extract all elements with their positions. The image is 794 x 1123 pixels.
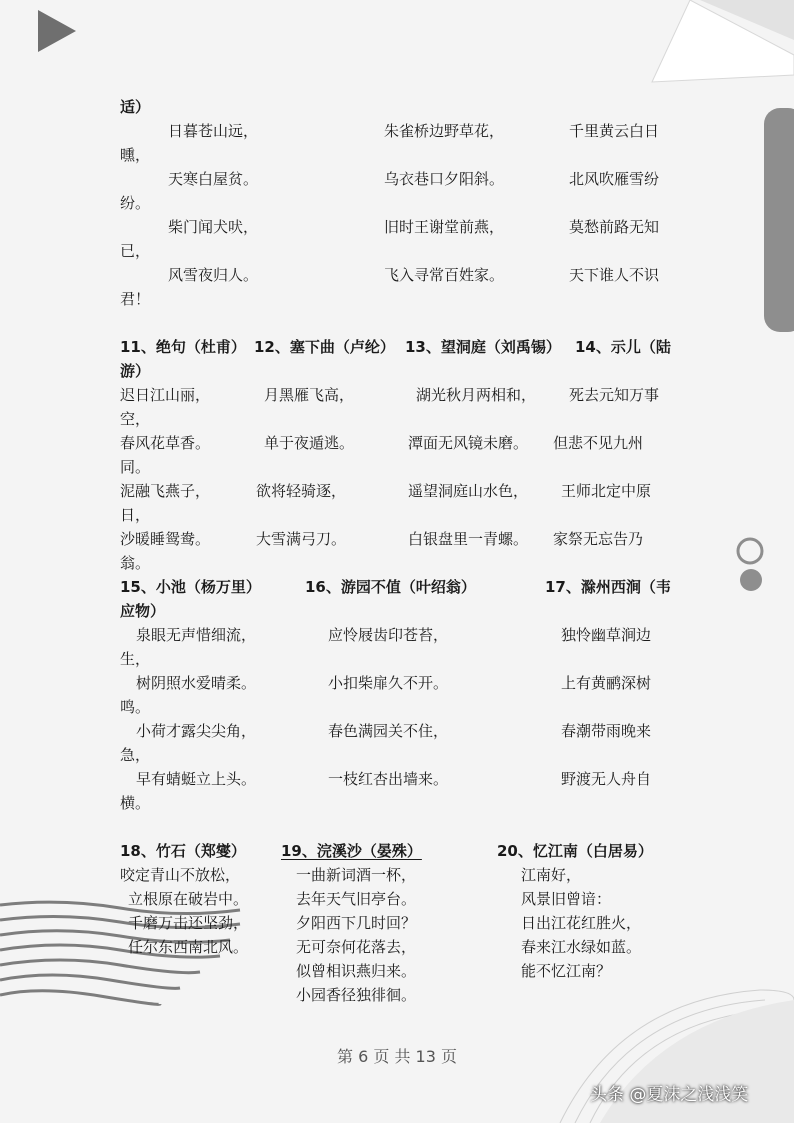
poem-line: 春风花草香。 <box>120 434 211 452</box>
watermark: 头条 @夏沫之浅浅笑 <box>590 1085 749 1105</box>
poem-line: 月黑雁飞高， <box>264 386 355 404</box>
poem-line: 早有蜻蜓立上头。 <box>136 770 257 788</box>
poem-line: 日， <box>120 506 151 524</box>
poem-line: 千里黄云白日 <box>569 122 660 140</box>
poem-title: 16、游园不值（叶绍翁） <box>305 578 476 596</box>
poem-line: 曛， <box>120 146 151 164</box>
poem-line: 潭面无风镜未磨。 <box>408 434 529 452</box>
poem-title: 20、忆江南（白居易） <box>497 842 653 860</box>
poem-line: 小荷才露尖尖角， <box>136 722 257 740</box>
poem-line: 独怜幽草涧边 <box>561 626 652 644</box>
poem-line: 江南好， <box>521 866 582 884</box>
poem-line: 君！ <box>120 290 151 308</box>
poem-line: 遥望洞庭山水色， <box>408 482 529 500</box>
poem-line: 旧时王谢堂前燕， <box>384 218 505 236</box>
poem-line: 一曲新词酒一杯， <box>296 866 417 884</box>
poem-line: 日出江花红胜火， <box>521 914 642 932</box>
poem-line: 鸣。 <box>120 698 151 716</box>
poem-line: 乌衣巷口夕阳斜。 <box>384 170 505 188</box>
poem-line: 风雪夜归人。 <box>168 266 259 284</box>
poem-line: 大雪满弓刀。 <box>256 530 347 548</box>
poem-line: 应怜屐齿印苍苔， <box>328 626 449 644</box>
poem-line: 纷。 <box>120 194 151 212</box>
poem-line: 急， <box>120 746 151 764</box>
poem-line: 莫愁前路无知 <box>569 218 660 236</box>
poem-line: 生， <box>120 650 151 668</box>
poem-line: 同。 <box>120 458 151 476</box>
poem-line: 去年天气旧亭台。 <box>296 890 417 908</box>
poem-title: 15、小池（杨万里） <box>120 578 261 596</box>
poem-line: 树阴照水爱晴柔。 <box>136 674 257 692</box>
poem-line: 咬定青山不放松， <box>120 866 241 884</box>
poem-line: 湖光秋月两相和， <box>416 386 537 404</box>
page-footer: 第 6 页 共 13 页 <box>337 1047 457 1066</box>
poem-line: 天寒白屋贫。 <box>168 170 259 188</box>
poem-line: 横。 <box>120 794 151 812</box>
poem-line: 无可奈何花落去， <box>296 938 417 956</box>
poem-title: 18、竹石（郑燮） <box>120 842 246 860</box>
poem-line: 能不忆江南？ <box>521 962 612 980</box>
poem-line: 风景旧曾谙： <box>521 890 612 908</box>
poem-line: 已， <box>120 242 151 260</box>
poem-line: 翁。 <box>120 554 151 572</box>
poem-line: 似曾相识燕归来。 <box>296 962 417 980</box>
poem-line: 北风吹雁雪纷 <box>569 170 660 188</box>
poem-line: 家祭无忘告乃 <box>553 530 644 548</box>
poem-line: 春色满园关不住， <box>328 722 449 740</box>
poem-title: 19、浣溪沙（晏殊） <box>281 842 422 860</box>
poem-title-wrap: 应物） <box>120 602 166 620</box>
poem-title: 12、塞下曲（卢纶） <box>254 338 395 356</box>
poem-line: 但悲不见九州 <box>553 434 644 452</box>
poem-line: 野渡无人舟自 <box>561 770 652 788</box>
poem-line: 朱雀桥边野草花， <box>384 122 505 140</box>
poem-line: 柴门闻犬吠， <box>168 218 259 236</box>
poem-line: 泥融飞燕子， <box>120 482 211 500</box>
poem-title-wrap: 游） <box>120 362 151 380</box>
poem-title-tail: 适） <box>120 98 151 116</box>
poem-line: 死去元知万事 <box>569 386 660 404</box>
poem-line: 白银盘里一青螺。 <box>408 530 529 548</box>
poem-line: 天下谁人不识 <box>569 266 660 284</box>
poem-line: 欲将轻骑逐， <box>256 482 347 500</box>
poem-line: 夕阳西下几时回？ <box>296 914 417 932</box>
poem-title: 11、绝句（杜甫） <box>120 338 246 356</box>
poem-line: 小园香径独徘徊。 <box>296 986 417 1004</box>
poem-line: 春来江水绿如蓝。 <box>521 938 642 956</box>
poem-line: 春潮带雨晚来 <box>561 722 652 740</box>
poem-line: 单于夜遁逃。 <box>264 434 355 452</box>
poem-title: 13、望洞庭（刘禹锡） <box>405 338 561 356</box>
poem-line: 立根原在破岩中。 <box>128 890 249 908</box>
poem-line: 王师北定中原 <box>561 482 652 500</box>
poem-line: 日暮苍山远， <box>168 122 259 140</box>
poem-line: 沙暖睡鸳鸯。 <box>120 530 211 548</box>
poem-title: 14、示儿（陆 <box>575 338 671 356</box>
poem-line: 空， <box>120 410 151 428</box>
poem-line: 上有黄鹂深树 <box>561 674 652 692</box>
poem-line: 小扣柴扉久不开。 <box>328 674 449 692</box>
poem-line: 千磨万击还坚劲， <box>128 914 249 932</box>
poem-line: 任尔东西南北风。 <box>128 938 249 956</box>
poem-line: 一枝红杏出墙来。 <box>328 770 449 788</box>
poem-line: 泉眼无声惜细流， <box>136 626 257 644</box>
poem-line: 迟日江山丽， <box>120 386 211 404</box>
poem-line: 飞入寻常百姓家。 <box>384 266 505 284</box>
poem-title: 17、滁州西涧（韦 <box>545 578 671 596</box>
